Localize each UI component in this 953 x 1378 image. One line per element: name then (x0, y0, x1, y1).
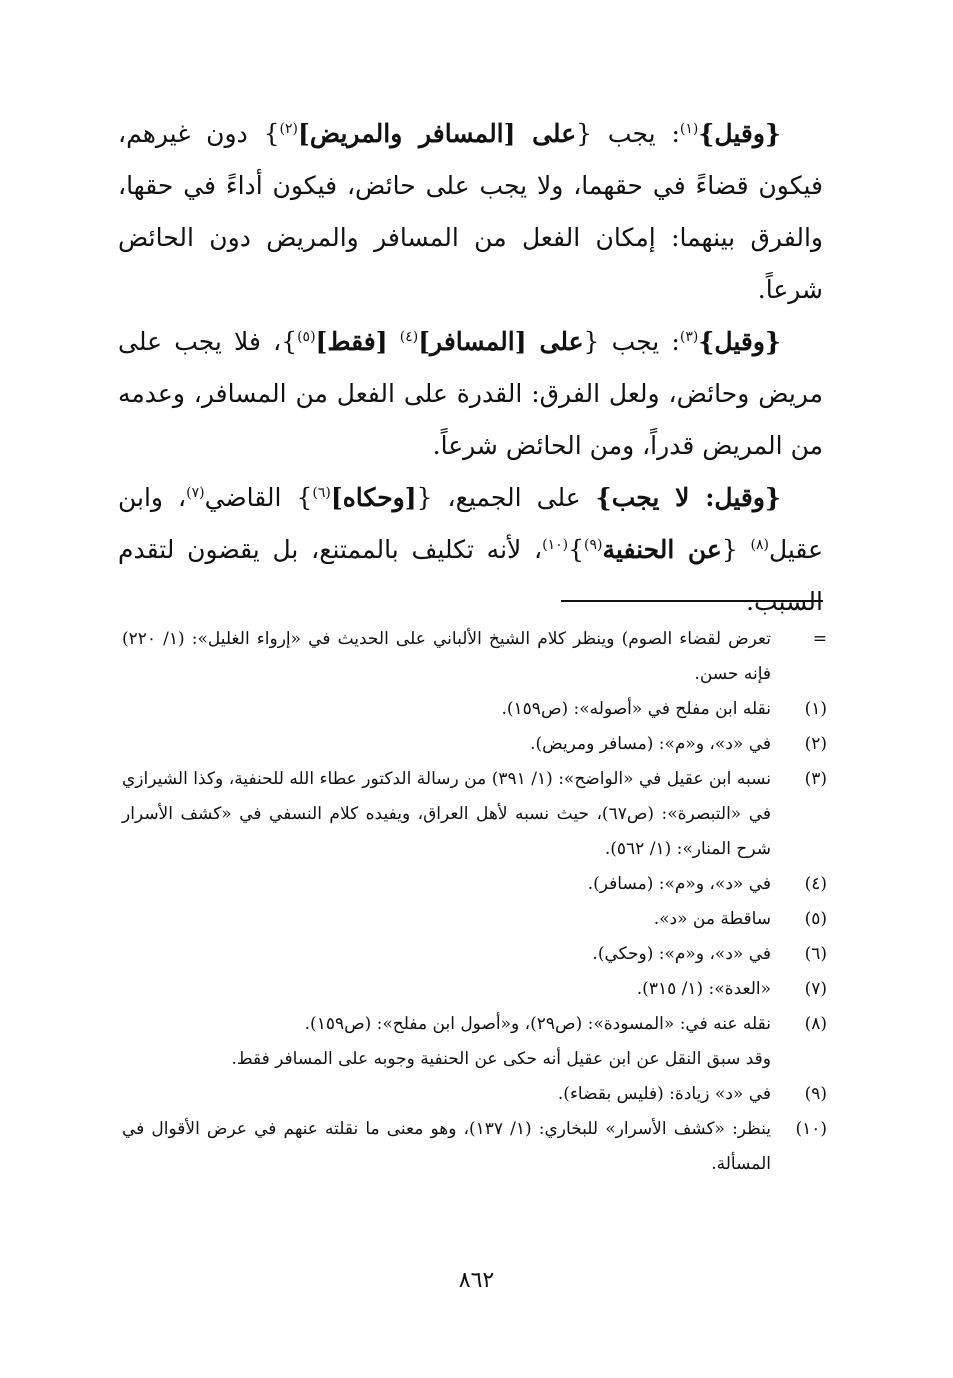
footnote-ref: (٧) (186, 485, 205, 501)
footnote-continued (122, 622, 827, 692)
bold-text: عن الحنفية (602, 535, 722, 564)
text-run (388, 327, 400, 356)
footnote-ref: (٣) (679, 329, 699, 345)
footnote-text: نسبه ابن عقيل في «الواضح»: (١/ ٣٩١) من رسالة الدكتور عطاء الله للحنفية، وكذا الشيرازي في «التبصرة»: (ص٦٧)، حيث نسبه لأهل العراق، ويفيده كلام النسفي في «كشف الأسرار شرح المنار»: (١/ ٥٦٢). (122, 769, 772, 859)
footnote (122, 762, 827, 867)
paragraph (118, 472, 823, 628)
footnote-ref: (٨) (750, 537, 769, 553)
bold-text: [وحكاه] (330, 483, 417, 512)
footnote-ref: (٤) (399, 329, 419, 345)
footnote-text: ينظر: «كشف الأسرار» للبخاري: (١/ ١٣٧)، وهو معنى ما نقلته عنهم في عرض الأقوال في المسألة. (122, 1119, 771, 1174)
footnote-ref: (٢) (279, 121, 299, 137)
footnote-number: (٤) (804, 874, 827, 894)
text-run: على الجميع، { (416, 483, 596, 512)
footnote-ref: (١) (679, 121, 699, 137)
footnote (122, 727, 827, 762)
footnote-text: «العدة»: (١/ ٣١٥). (636, 979, 771, 999)
footnote-text: نقله عنه في: «المسودة»: (ص٢٩)، و«أصول ابن مفلح»: (ص١٥٩). (304, 1014, 771, 1034)
paragraph (118, 316, 823, 472)
main-text (118, 108, 823, 628)
footnote-text: في «د»، و«م»: (وحكي). (592, 944, 771, 964)
footnote-divider (561, 600, 823, 602)
footnote (122, 1077, 827, 1112)
footnote-number: = (812, 629, 827, 649)
text-run: : يجب { (576, 119, 680, 148)
text-run: } القاضي (204, 483, 313, 512)
footnote-text: في «د»، و«م»: (مسافر ومريض). (530, 734, 771, 754)
footnote-number: (٨) (804, 1014, 827, 1034)
bold-text: [فقط] (315, 327, 388, 356)
text-run: ، وابن عقيل (118, 483, 823, 564)
footnote (122, 692, 827, 727)
bold-text: {وقيل} (698, 119, 782, 148)
bold-text: على [المسافر] (418, 327, 584, 356)
footnote (122, 1007, 827, 1077)
footnote (122, 937, 827, 972)
text-run: }، فلا يجب على مريض وحائض، ولعل الفرق: القدرة على الفعل من المسافر، وعدمه من المريض قدراً، ومن الحائض شرعاً. (118, 327, 823, 460)
footnote-number: (٥) (804, 909, 827, 929)
text-run: { (721, 535, 751, 564)
footnote-continuation: وقد سبق النقل عن ابن عقيل أنه حكى عن الحنفية وجوبه على المسافر فقط. (231, 1049, 771, 1069)
page-number: ٨٦٢ (458, 1268, 495, 1293)
text-run: } دون غيرهم، فيكون قضاءً في حقهما، ولا يجب على حائض، فيكون أداءً في حقها، والفرق بينهما: إمكان الفعل من المسافر والمريض دون الحائض شرعاً. (118, 119, 823, 304)
footnote-text: في «د»، و«م»: (مسافر). (587, 874, 771, 894)
footnote-ref: (٦) (312, 485, 331, 501)
text-run: ، لأنه تكليف بالممتنع، بل يقضون لتقدم السبب. (118, 535, 823, 616)
footnote-text: تعرض لقضاء الصوم) وينظر كلام الشيخ الألباني على الحديث في «إرواء الغليل»: (١/ ٢٢٠) فإنه حسن. (122, 629, 771, 684)
footnote (122, 1112, 827, 1182)
footnote-ref: (٥) (297, 329, 316, 345)
footnote-number: (١) (804, 699, 827, 719)
bold-text: {وقيل} (698, 327, 781, 356)
footnote-number: (٦) (804, 944, 827, 964)
footnote-number: (٢) (804, 734, 827, 754)
footnote (122, 902, 827, 937)
footnote (122, 972, 827, 1007)
footnote-number: (٩) (804, 1084, 827, 1104)
footnote-text: نقله ابن مفلح في «أصوله»: (ص١٥٩). (501, 699, 771, 719)
footnote-text: في «د» زيادة: (فليس بقضاء). (557, 1084, 771, 1104)
footnote-ref: (١٠) (542, 537, 569, 553)
paragraph (118, 108, 823, 316)
footnote-ref: (٩) (584, 537, 603, 553)
footnotes (122, 622, 827, 1182)
bold-text: على [المسافر والمريض] (298, 119, 577, 148)
footnote (122, 867, 827, 902)
footnote-number: (٣) (804, 769, 827, 789)
footnote-number: (١٠) (795, 1119, 827, 1139)
footnote-text: ساقطة من «د». (653, 909, 771, 929)
text-run: : يجب { (583, 327, 680, 356)
bold-text: {وقيل: لا يجب} (595, 483, 782, 512)
footnote-number: (٧) (804, 979, 827, 999)
text-run: } (568, 535, 585, 564)
